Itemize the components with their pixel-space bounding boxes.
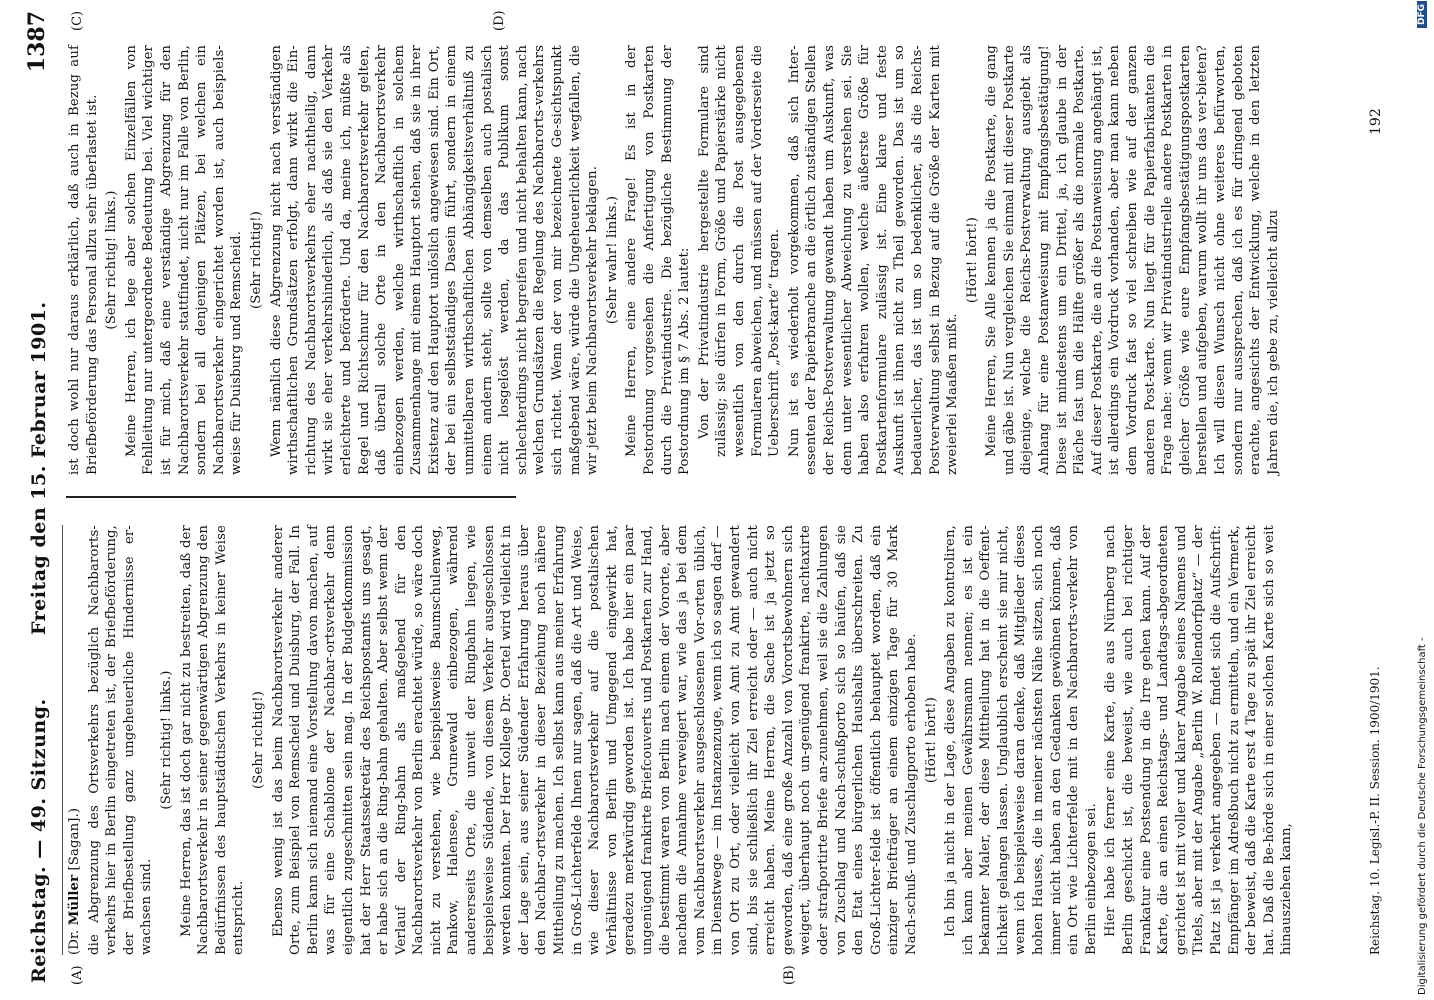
dfg-logo: DFG [1417,1,1427,28]
speaker-line [66,525,84,955]
interjection: (Hört! hört!) [923,696,939,784]
paragraph: Meine Herren, ich lege aber solchen Einzelfällen von Fehlleitung nur untergeordnete Bedeutung bei. Viel wichtiger ist für mich, daß eine verständige Abgrenzung für den Nachbarortsverkehr stattfindet, nicht nur im Falle von Berlin, sondern bei all denjenigen Plätzen, bei welchen ein Nachbarortsverkehr eingerichtet worden ist, auch beispiels-weise für Duisburg und Remscheid. [123,45,245,475]
interjection: (Sehr richtig!) [248,210,264,310]
paragraph: ist doch wohl nur daraus erklärlich, daß auch in Bezug auf Briefbeförderung das Personal allzu sehr überlastet ist. [67,45,100,475]
credit-text: Digitalisierung gefördert durch die Deutsche Forschungsgemeinschaft - [1417,637,1428,995]
margin-mark-b: (B) [782,965,797,985]
interjection: (Sehr wahr! links.) [604,195,620,325]
speaker-suffix: [Sagan].) [67,807,82,871]
speaker-prefix: (Dr. [67,929,82,955]
paragraph: Nun ist es wiederholt vorgekommen, daß sich Inter-essenten der Papierbranche an die örtlich zuständigen Stellen der Reichs-Postverwaltung gewandt haben um Auskunft, was denn unter wesentlicher Abweichung zu verstehen sei. Sie haben also erfahren wollen, welche äußerste Größe für Postkartenformulare zulässig ist. Eine klare und feste Auskunft ist ihnen nicht zu Theil geworden. Das ist um so bedauerlicher, das ist um so bedenklicher, als die Reichs-Postverwaltung selbst in Bezug auf die Größe der Karten mit zweierlei Maaßen mißt. [786,45,961,475]
column-divider [66,496,516,498]
paragraph: Wenn nämlich diese Abgrenzung nicht nach verständigen wirthschaftlichen Grundsätzen erfolgt, dann wirkt die Ein-richtung des Nachbarortsverkehrs eher nachtheilig, dann wirkt sie eher verkehrshinderlich, als daß sie den Verkehr erleichterte und beförderte. Und da, meine ich, müßte als Regel und Richtschnur für den Nachbarortsverkehr gelten, daß überall solche Orte in den Nachbarortsverkehr einbezogen werden, welche wirthschaftlich in solchem Zusammenhange mit einem Hauptort stehen, daß sie in ihrer Existenz auf den Hauptort unlöslich angewiesen sind. Ein Ort, der bei ein selbstständiges Dasein führt, sondern in einem unmittelbaren wirthschaftlichen Abhängigkeitsverhältniß zu einem andern steht, sollte von demselben auch postalisch nicht losgelöst werden, da das Publikum sonst schlechterdings nicht begreifen und nicht behalten kann, nach welchen Grundsätzen die Regelung des Nachbarorts-verkehrs sich richtet. Wenn der von mir bezeichnete Ge-sichtspunkt maßgebend wäre, würde die Ungeheuerlichkeit wegfallen, die wir jetzt beim Nachbarortsverkehr beklagen. [268,45,601,475]
paragraph: Ebenso wenig ist das beim Nachbarortsverkehr anderer Orte, zum Beispiel von Remscheid und Duisburg, der Fall. In Berlin kann sich niemand eine Vorstellung davon machen, auf was für eine Schablone der Nachbar-ortsverkehr denn eigentlich zugeschnitten sein mag. In der Budgetkommission hat der Herr Staatssekretär des Reichspostamts uns gesagt, er habe sich an die Ring-bahn gehalten. Aber selbst wenn der Verlauf der Ring-bahn als maßgebend für den Nachbarortsverkehr von Berlin erachtet würde, so wäre doch nicht zu verstehen, wie beispielsweise Baumschulenweg, Pankow, Halensee, Grunewald einbezogen, während andererseits Orte, die unweit der Ringbahn liegen, wie beispielsweise Südende, von diesem Verkehr ausgeschlossen werden konnten. Der Herr Kollege Dr. Oertel wird vielleicht in der Lage sein, aus seiner Südender Erfahrung heraus über den Nachbar-ortsverkehr in dieser Beziehung noch nähere Mittheilung zu machen. Ich selbst kann aus meiner Erfahrung in Groß-Lichterfelde Ihnen nur sagen, daß die Art und Weise, wie dieser Nachbarortsverkehr auf die postalischen Verhältnisse von Berlin und Umgegend eingewirkt hat, geradezu merkwürdig geworden ist. Ich habe hier ein paar ungenügend frankirte Briefcouverts und Postkarten zur Hand, die bestimmt waren von Berlin nach einem der Vororte, aber nachdem die Annahme verweigert war, wie das ja bei dem vom Nachbarortsverkehr ausgeschlossenen Vor-orten üblich, im Dienstwege — im Instanzenzuge, wenn ich so sagen darf — von Ort zu Ort, oder vielleicht von Amt zu Amt gewandert sind, bis sie schließlich ihr Ziel erreicht oder — auch nicht erreicht haben. Meine Herren, die Sache ist ja jetzt so geworden, daß eine große Anzahl von Vorortsbewohnern sich weigert, überhaupt noch un-genügend frankirte, nachtaxirte oder strafportirte Briefe an-zunehmen, weil sie die Zahlungen von Zuschlag und Nach-schußporto sich so häufen, daß sie den Etat eines bürgerlichen Haushalts überschreiten. Zu Groß-Lichter-felde ist öffentlich behauptet worden, daß ein einziger Briefträger an einem einzigen Tage für 30 Mark Nach-schuß- und Zuschlagporto erhoben habe. [270,525,919,955]
header-session: Reichstag. — 49. Sitzung. [28,698,50,983]
speaker-name: Müller [67,874,82,926]
digitization-credit [1416,5,1432,995]
page-header [22,5,62,995]
interjection: (Hört! hört!) [964,216,980,304]
margin-mark-a: (A) [70,965,85,985]
footer-signature: 192 [1368,108,1384,135]
interjection: (Sehr richtig! links.) [104,190,120,330]
paragraph: Hier habe ich ferner eine Karte, die aus Nürnberg nach Berlin geschickt ist, die beweist, wie auch bei richtiger Frankatur eine Postsendung in die Irre gehen kann. Auf der Karte, die an einen Reichstags- und Landtags-abgeordneten gerichtet ist mit voller und klarer Angabe seines Namens und Titels, aber mit der Angabe „Berlin W. Rollendorfplatz“ — der Platz ist ja verkehrt angegeben — findet sich die Aufschrift: Empfänger im Adreßbuch nicht zu ermitteln, und ein Vermerk, der beweist, daß die Karte erst 4 Tage zu spät ihr Ziel erreicht hat. Daß die Be-hörde sich in einer solchen Karte sich so weit hinausziehen kann, [1103,525,1295,955]
margin-mark-d: (D) [492,10,507,31]
header-rule [62,525,63,955]
interjection: (Sehr richtig! links.) [158,670,174,810]
paragraph: Meine Herren, eine andere Frage! Es ist in der Postordnung vorgesehen die Anfertigung von Postkarten durch die Privatindustrie. Die bezügliche Bestimmung der Postordnung im § 7 Abs. 2 lautet: [624,45,693,475]
margin-mark-c: (C) [70,10,85,31]
rotated-page [22,5,1392,995]
footer-session: Reichstag. 10. Legisl.-P. II. Session. 1900/1901. [1368,666,1382,955]
quoted-regulation: Von der Privatindustrie hergestellte Formulare sind zulässig; sie dürfen in Form, Größe und Papierstärke nicht wesentlich von den durch die Post ausgegebenen Formularen abweichen, und müssen auf der Vorderseite die Ueberschrift „Post-karte“ tragen. [696,45,783,457]
paragraph: die Abgrenzung des Ortsverkehrs bezüglich Nachbarorts-verkehrs hier in Berlin eingetreten ist, der Briefbeförderung, der Briefbestellung ganz ungeheuerliche Hindernisse er-wachsen sind. [86,525,155,955]
header-page-number: 1387 [24,11,50,73]
header-date: Freitag den 15. Februar 1901. [28,301,50,635]
interjection: (Sehr richtig!) [250,690,266,790]
paragraph: Meine Herren, Sie Alle kennen ja die Postkarte, die gang und gäbe ist. Nun vergleichen Sie einmal mit dieser Postkarte diejenige, welche die Reichs-Postverwaltung ausgiebt als Anhang für eine Postanweisung mit Empfangsbestätigung! Diese ist mindestens um ein Drittel, ja, ich glaube in der Fläche fast um die Hälfte größer als die normale Postkarte. Auf dieser Postkarte, die an die Postanweisung angehängt ist, ist allerdings ein Vordruck vorhanden, aber man kann neben dem Vordruck fast so viel schreiben wie auf der ganzen anderen Post-karte. Nun liegt für die Papierfabrikanten die Frage nahe: wenn wir Privatindustrielle andere Postkarten in gleicher Größe wie eure Empfangsbestätigungspostkarten herstellen und aufgeben, warum wollt ihr uns das ver-bieten? Ich will diesen Wunsch nicht ohne weiteres befürworten, sondern nur aussprechen, daß ich es für dringend geboten erachte, angesichts der Entwicklung, welche in den letzten Jahren die, ich gebe zu, vielleicht allzu [984,45,1281,475]
left-column [66,525,1298,955]
paragraph: Meine Herren, das ist doch gar nicht zu bestreiten, daß der Nachbarortsverkehr in seiner gegenwärtigen Abgrenzung den Bedürfnissen des hauptstädtischen Verkehrs in keiner Weise entspricht. [178,525,247,955]
paragraph: Ich bin ja nicht in der Lage, diese Angaben zu kontroliren, ich kann aber meinen Gewährsmann nennen; es ist ein bekannter Maler, der diese Mittheilung hat in die Oeffent-lichkeit gelangen lassen. Unglaublich erscheint sie mir nicht, wenn ich beispielsweise daran denke, daß Mitglieder dieses hohen Hauses, die in meiner nächsten Nähe sitzen, sich noch immer nicht haben an den Gedanken gewöhnen können, daß ein Ort wie Lichterfelde mit in den Nachbarorts-verkehr von Berlin einbezogen sei. [943,525,1099,955]
right-column [66,45,1284,475]
